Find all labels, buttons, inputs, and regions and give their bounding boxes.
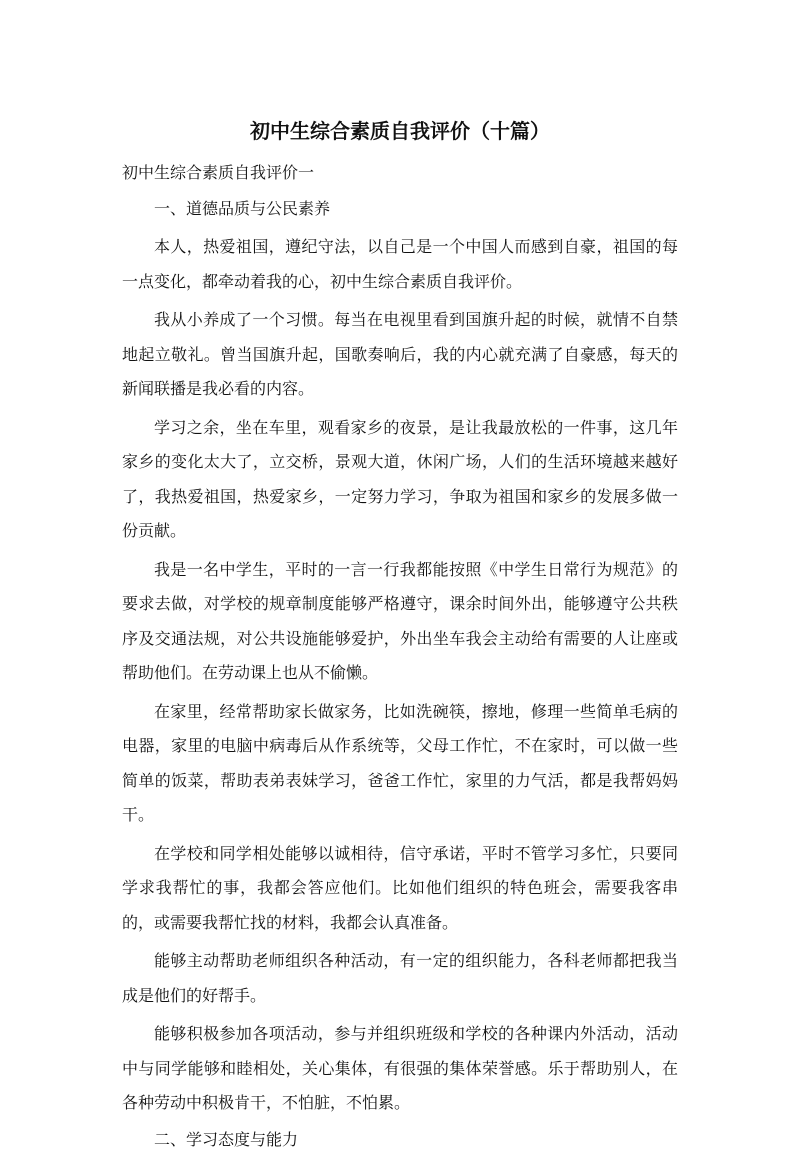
paragraph: 我从小养成了一个习惯。每当在电视里看到国旗升起的时候，就情不自禁地起立敬礼。曾当国旗升起，国歌奏响后，我的内心就充满了自豪感，每天的新闻联播是我必看的内容。 bbox=[122, 310, 678, 398]
document-subtitle: 初中生综合素质自我评价一 bbox=[122, 163, 315, 182]
paragraph: 能够主动帮助老师组织各种活动，有一定的组织能力，各科老师都把我当成是他们的好帮手。 bbox=[122, 951, 678, 1005]
section-heading-moral: 一、道德品质与公民素养 bbox=[154, 199, 331, 218]
paragraph: 学习之余，坐在车里，观看家乡的夜景，是让我最放松的一件事，这几年家乡的变化太大了，立交桥，景观大道，休闲广场，人们的生活环境越来越好了，我热爱祖国，热爱家乡，一定努力学习，争取为祖国和家乡的发展多做一份贡献。 bbox=[122, 417, 678, 540]
document-title: 初中生综合素质自我评价（十篇） bbox=[250, 119, 550, 143]
paragraph: 在家里，经常帮助家长做家务，比如洗碗筷，擦地，修理一些简单毛病的电器，家里的电脑中病毒后从作系统等，父母工作忙，不在家时，可以做一些简单的饭菜，帮助表弟表妹学习，爸爸工作忙，家里的力气活，都是我帮妈妈干。 bbox=[122, 701, 678, 824]
paragraph: 在学校和同学相处能够以诚相待，信守承诺，平时不管学习多忙，只要同学求我帮忙的事，我都会答应他们。比如他们组织的特色班会，需要我客串的，或需要我帮忙找的材料，我都会认真准备。 bbox=[122, 843, 678, 932]
paragraph: 我是一名中学生，平时的一言一行我都能按照《中学生日常行为规范》的要求去做，对学校的规章制度能够严格遵守，课余时间外出，能够遵守公共秩序及交通法规，对公共设施能够爱护，外出坐车我会主动给有需要的人让座或帮助他们。在劳动课上也从不偷懒。 bbox=[122, 559, 678, 682]
section-heading-learning: 二、学习态度与能力 bbox=[154, 1129, 299, 1149]
paragraph: 本人，热爱祖国，遵纪守法，以自己是一个中国人而感到自豪，祖国的每一点变化，都牵动着我的心，初中生综合素质自我评价。 bbox=[122, 237, 678, 291]
paragraph: 能够积极参加各项活动，参与并组织班级和学校的各种课内外活动，活动中与同学能够和睦相处，关心集体，有很强的集体荣誉感。乐于帮助别人，在各种劳动中积极肯干，不怕脏，不怕累。 bbox=[122, 1024, 678, 1112]
